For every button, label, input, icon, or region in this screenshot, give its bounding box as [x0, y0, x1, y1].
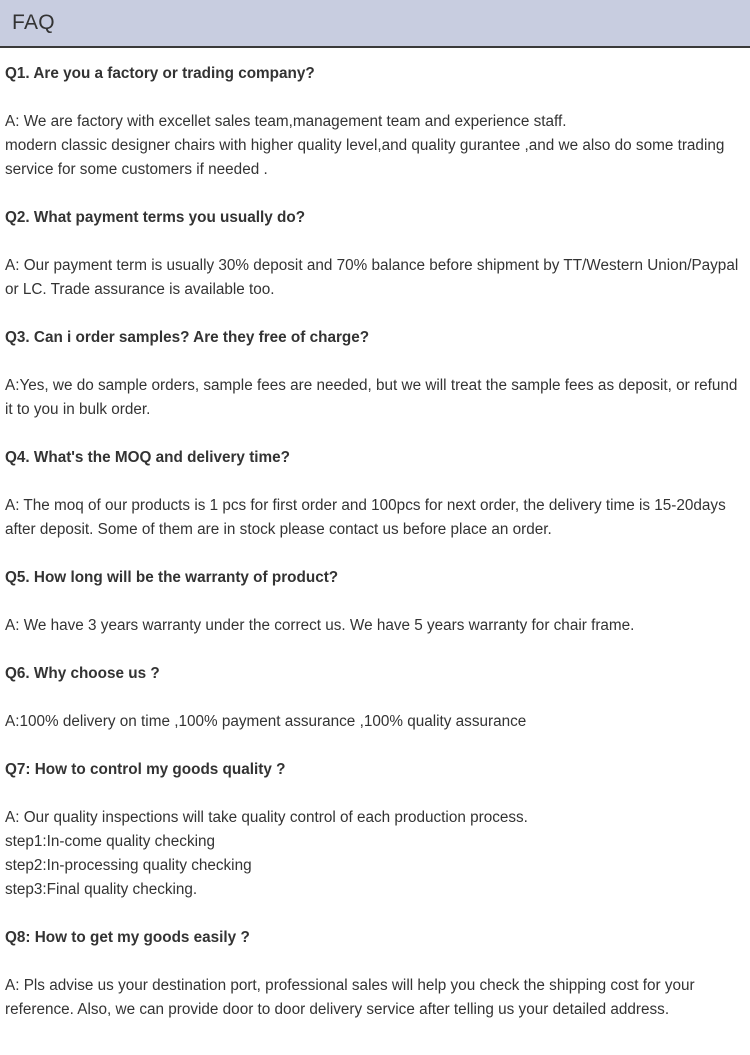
faq-question-4: Q4. What's the MOQ and delivery time?	[5, 449, 290, 466]
faq-header	[0, 0, 750, 48]
answer-line: A:Yes, we do sample orders, sample fees are needed, but we will treat the sample fees as deposit, or refund it to you in bulk order.	[5, 377, 738, 418]
faq-answer-8	[5, 974, 746, 1022]
faq-item-2	[5, 206, 746, 302]
faq-question-5: Q5. How long will be the warranty of product?	[5, 569, 339, 586]
faq-list	[0, 48, 750, 1022]
faq-item-7	[5, 758, 746, 902]
faq-answer-6	[5, 710, 746, 734]
answer-line: A: Our payment term is usually 30% deposit and 70% balance before shipment by TT/Western Union/Paypal or LC. Trade assurance is available too.	[5, 257, 739, 298]
faq-question-7: Q7: How to control my goods quality ?	[5, 761, 286, 778]
answer-line: step3:Final quality checking.	[5, 881, 198, 898]
faq-question-1: Q1. Are you a factory or trading company?	[5, 65, 315, 82]
faq-item-6	[5, 662, 746, 734]
faq-answer-7	[5, 806, 746, 902]
faq-answer-4	[5, 494, 746, 542]
page-title: FAQ	[12, 11, 55, 34]
faq-answer-3	[5, 374, 746, 422]
faq-answer-2	[5, 254, 746, 302]
faq-item-4	[5, 446, 746, 542]
faq-question-3: Q3. Can i order samples? Are they free of charge?	[5, 329, 370, 346]
faq-item-1	[5, 62, 746, 182]
answer-line: step1:In-come quality checking	[5, 833, 216, 850]
faq-question-8: Q8: How to get my goods easily ?	[5, 929, 250, 946]
answer-line: A: We are factory with excellet sales team,management team and experience staff.	[5, 113, 567, 130]
answer-line: A: Pls advise us your destination port, professional sales will help you check the shipping cost for your reference. Also, we can provide door to door delivery service after telling us your detailed address.	[5, 977, 695, 1018]
answer-line: step2:In-processing quality checking	[5, 857, 252, 874]
faq-item-5	[5, 566, 746, 638]
faq-question-6: Q6. Why choose us ?	[5, 665, 160, 682]
answer-line: A: The moq of our products is 1 pcs for first order and 100pcs for next order, the delivery time is 15-20days after deposit. Some of them are in stock please contact us before place an order.	[5, 497, 726, 538]
faq-item-3	[5, 326, 746, 422]
faq-item-8	[5, 926, 746, 1022]
answer-line: modern classic designer chairs with higher quality level,and quality gurantee ,and we also do some trading service for some customers if needed .	[5, 137, 725, 178]
faq-question-2: Q2. What payment terms you usually do?	[5, 209, 306, 226]
faq-answer-5	[5, 614, 746, 638]
answer-line: A: Our quality inspections will take quality control of each production process.	[5, 809, 528, 826]
answer-line: A: We have 3 years warranty under the correct us. We have 5 years warranty for chair frame.	[5, 617, 635, 634]
faq-answer-1	[5, 110, 746, 182]
answer-line: A:100% delivery on time ,100% payment assurance ,100% quality assurance	[5, 713, 527, 730]
